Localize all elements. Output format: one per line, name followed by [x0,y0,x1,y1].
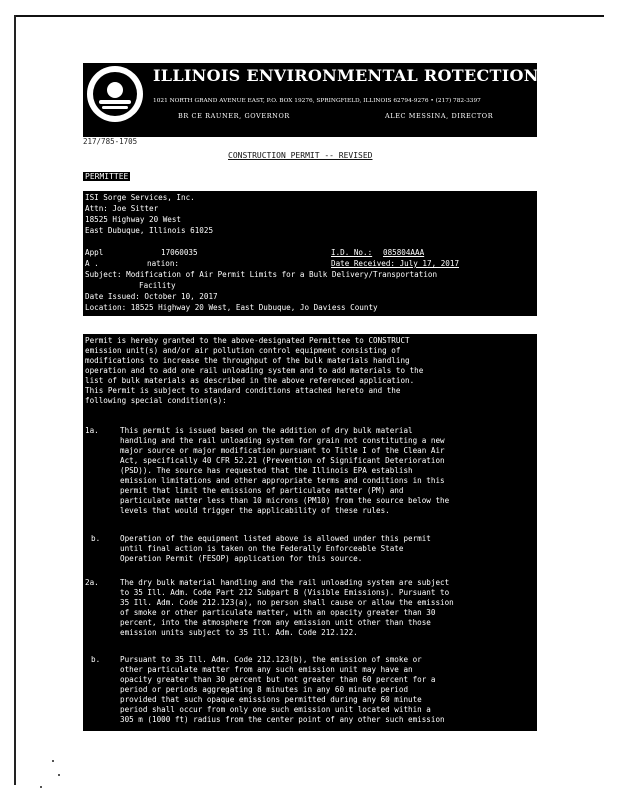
condition-line: This permit is issued based on the addition of dry bulk material [120,426,413,435]
condition-line: of smoke or other particulate matter, with an opacity greater than 30 [120,608,436,617]
address-line: East Dubuque, Illinois 61025 [85,226,214,235]
condition-number: 2a. [85,578,99,587]
application-label: Appl [85,248,104,257]
scan-speck [40,786,42,788]
scan-border-top [14,15,604,17]
scan-border-left [14,15,16,785]
condition-line: (PSD)). The source has requested that the Illinois EPA establish [120,466,413,475]
governor-name: BR CE RAUNER, GOVERNOR [178,112,290,120]
intro-line: list of bulk materials as described in the above referenced application. [85,376,415,385]
illinois-epa-seal-icon [87,66,143,122]
condition-line: provided that such opaque emissions permitted during any 60 minute [120,695,422,704]
application-number: 17060035 [161,248,198,257]
scan-speck [52,760,54,762]
condition-line: handling and the rail unloading system for grain not constituting a new [120,436,445,445]
condition-line: until final action is taken on the Federally Enforceable State [120,544,404,553]
intro-line: emission unit(s) and/or air pollution control equipment consisting of [85,346,401,355]
condition-line: particulate matter less than 10 microns (PM10) from the source below the [120,496,450,505]
intro-line: operation and to add one rail unloading system and to add materials to the [85,366,424,375]
condition-line: 305 m (1000 ft) radius from the center point of any other such emission [120,715,445,724]
condition-line: percent, into the atmosphere from any emission unit other than those [120,618,431,627]
condition-line: period shall occur from only one such emission unit located within a [120,705,431,714]
intro-line: This Permit is subject to standard conditions attached hereto and the [85,386,401,395]
document-title: CONSTRUCTION PERMIT -- REVISED [228,151,373,160]
address-block [83,191,537,316]
agency-name: ILLINOIS ENVIRONMENTAL ROTECTION AGEN Y [153,66,617,85]
id-label: I.D. No.: [331,248,373,257]
designation-label: nation: [147,259,180,268]
condition-line: Operation of the equipment listed above is allowed under this permit [120,534,431,543]
subject-line: Subject: Modification of Air Permit Limits for a Bulk Delivery/Transportation [85,270,438,279]
applicant-label: A . [85,259,99,268]
address-line: ISI Sorge Services, Inc. [85,193,195,202]
condition-line: period or periods aggregating 8 minutes in any 60 minute period [120,685,409,694]
intro-line: modifications to increase the throughput of the bulk materials handling [85,356,410,365]
condition-line: Operation Permit (FESOP) application for this source. [120,554,363,563]
condition-number: b. [91,655,101,664]
condition-number: b. [91,534,101,543]
condition-line: other particulate matter from any such emission unit may have an [120,665,413,674]
condition-line: The dry bulk material handling and the rail unloading system are subject [120,578,450,587]
condition-line: Pursuant to 35 Ill. Adm. Code 212.123(b), the emission of smoke or [120,655,422,664]
subject-line-continued: Facility [139,281,176,290]
date-issued: Date Issued: October 10, 2017 [85,292,218,301]
intro-line: following special condition(s): [85,396,227,405]
condition-line: emission limitations and other appropriate terms and conditions in this [120,476,445,485]
id-number: 085804AAA [383,248,425,257]
condition-line: opacity greater than 30 percent but not greater than 60 percent for a [120,675,436,684]
address-line: 18525 Highway 20 West [85,215,182,224]
address-line: Attn: Joe Sitter [85,204,159,213]
agency-address: 1021 NORTH GRAND AVENUE EAST, P.O. BOX 19276, SPRINGFIELD, ILLINOIS 62794-9276 • (217) 782-3397 [153,98,481,104]
condition-line: emission units subject to 35 Ill. Adm. Code 212.122. [120,628,358,637]
phone-number: 217/785-1705 [83,137,138,146]
permittee-label: PERMITTEE [85,172,129,181]
date-received: Date Received: July 17, 2017 [331,259,460,268]
intro-line: Permit is hereby granted to the above-designated Permittee to CONSTRUCT [85,336,410,345]
location: Location: 18525 Highway 20 West, East Dubuque, Jo Daviess County [85,303,378,312]
condition-number: 1a. [85,426,99,435]
condition-line: major source or major modification pursuant to Title I of the Clean Air [120,446,445,455]
condition-line: 35 Ill. Adm. Code 212.123(a), no person shall cause or allow the emission [120,598,454,607]
director-name: ALEC MESSINA, DIRECTOR [385,112,494,120]
permit-body [83,334,537,731]
condition-line: Act, specifically 40 CFR 52.21 (Prevention of Significant Deterioration [120,456,445,465]
condition-line: levels that would trigger the applicability of these rules. [120,506,390,515]
scan-speck [58,774,60,776]
condition-line: permit that limit the emissions of particulate matter (PM) and [120,486,404,495]
condition-line: to 35 Ill. Adm. Code Part 212 Subpart B (Visible Emissions). Pursuant to [120,588,450,597]
letterhead-banner [83,63,617,137]
